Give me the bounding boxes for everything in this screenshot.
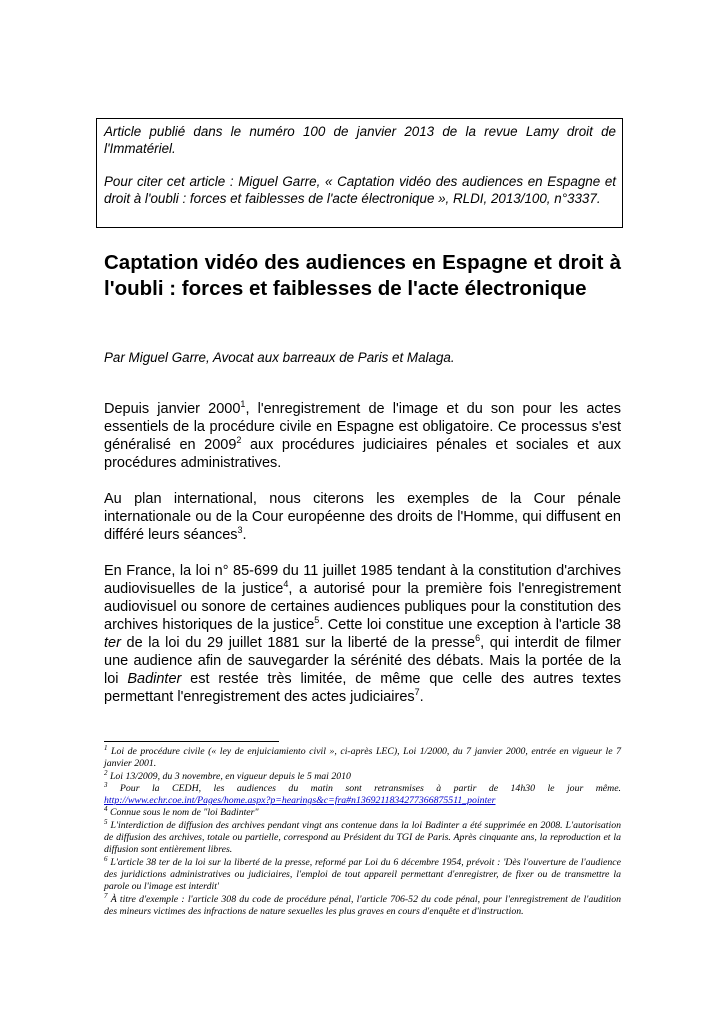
article-title: Captation vidéo des audiences en Espagne et droit à l'oubli : forces et faiblesses de l'acte électronique (104, 251, 621, 300)
footnote-ref-6[interactable]: 6 (475, 633, 481, 643)
footnote-ref-2[interactable]: 2 (236, 435, 242, 445)
footnote-6: $^6$ L'article 38 ter de la loi sur la liberté de la presse, reformé par Loi du 6 décembre 1954, prévoit : 'Dès l'ouverture de l'audience des juridictions administratives ou judiciaires, l'emploi de tout appareil permettant d'enregistrer, de fixer ou de transmettre la parole ou l'image est interdit' (104, 854, 621, 893)
footnotes (104, 746, 621, 918)
footnote-ref-4[interactable]: 4 (283, 579, 289, 589)
echr-hearings-link[interactable]: http://www.echr.coe.int/Pages/home.aspx?p=hearings&c=fra#n1369211834277366875511_pointer (104, 795, 496, 807)
body-paragraph-3: En France, la loi n° 85-699 du 11 juillet 1985 tendant à la constitution d'archives audiovisuelles de la justice$^4$, a autorisé pour la première fois l'enregistrement audiovisuel ou sonore de certaines audiences publiques pour la constitution des archives historiques de la justice$^5$. Cette loi constitue une exception à l'article 38 ter de la loi du 29 juillet 1881 sur la liberté de la presse$^6$, qui interdit de filmer une audience afin de sauvegarder la sérénité des débats. Mais la portée de la loi Badinter est restée très limitée, de même que celle des autres textes permettant l'enregistrement des actes judiciaires$^7$. (104, 563, 621, 705)
footnote-ref-1[interactable]: 1 (240, 399, 246, 409)
footnote-ref-7[interactable]: 7 (414, 687, 420, 697)
citation-notice-box (96, 118, 623, 228)
footnote-separator (104, 741, 279, 742)
footnote-ref-5[interactable]: 5 (314, 615, 320, 625)
body-paragraph-2: Au plan international, nous citerons les exemples de la Cour pénale internationale ou de la Cour européenne des droits de l'Homme, qui diffusent en différé leurs séances$^3$. (104, 491, 621, 543)
footnote-1: $^1$ Loi de procédure civile (« ley de enjuiciamiento civil », ci-après LEC), Loi 1/2000, du 7 janvier 2000, entrée en vigueur le 7 janvier 2001. (104, 744, 621, 770)
footnote-5: $^5$ L'interdiction de diffusion des archives pendant vingt ans contenue dans la loi Badinter a été supprimée en 2008. L'autorisation de diffusion des archives, totale ou partielle, correspond au Président du TGI de Paris. Après cinquante ans, la reproduction et la diffusion sont entièrement libres. (104, 817, 621, 856)
footnote-2: $^2$ Loi 13/2009, du 3 novembre, en vigueur depuis le 5 mai 2010 (104, 768, 351, 782)
footnote-4: $^4$ Connue sous le nom de "loi Badinter" (104, 805, 259, 819)
article-body (104, 400, 621, 724)
footnote-3: $^3$ Pour la CEDH, les audiences du matin sont retransmises à partir de 14h30 le jour même. http://www.echr.coe.int/Pages/home.aspx?p=hearings&c=fra#n1369211834277366875511_pointer (104, 780, 621, 807)
publication-notice: Article publié dans le numéro 100 de janvier 2013 de la revue Lamy droit de l'Immatériel. (104, 124, 616, 156)
author-byline: Par Miguel Garre, Avocat aux barreaux de Paris et Malaga. (104, 350, 455, 365)
body-paragraph-1: Depuis janvier 2000$^1$, l'enregistrement de l'image et du son pour les actes essentiels de la procédure civile en Espagne est obligatoire. Ce processus s'est généralisé en 2009$^2$ aux procédures judiciaires pénales et sociales et aux procédures administratives. (104, 399, 621, 471)
footnote-7: $^7$ À titre d'exemple : l'article 308 du code de procédure pénal, l'article 706-52 du code pénal, pour l'enregistrement de l'audition des mineurs victimes des infractions de nature sexuelles les plus graves en cours d'enquête et d'instruction. (104, 891, 621, 917)
footnote-ref-3[interactable]: 3 (237, 525, 243, 535)
citation-instruction: Pour citer cet article : Miguel Garre, « Captation vidéo des audiences en Espagne et droit à l'oubli : forces et faiblesses de l'acte électronique », RLDI, 2013/100, n°3337. (104, 174, 616, 206)
